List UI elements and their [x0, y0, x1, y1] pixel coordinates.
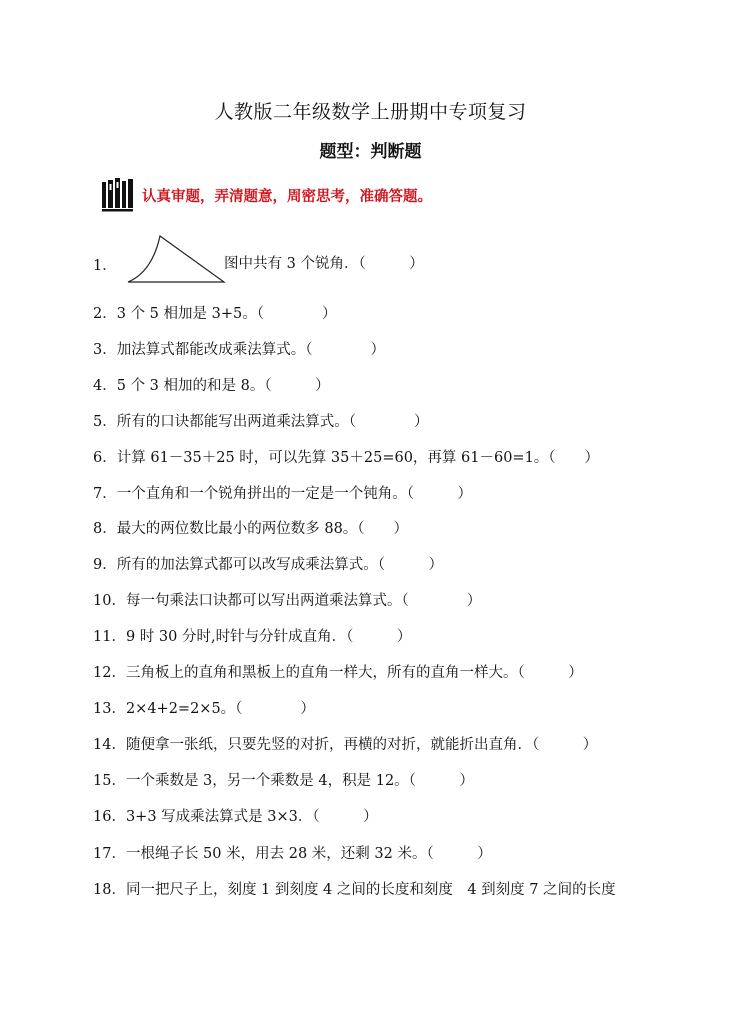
question-1-text: 图中共有 3 个锐角．（ ） [224, 256, 424, 272]
question-16: 16．3+3 写成乘法算式是 3×3．（ ） [93, 809, 378, 825]
angle-figure [126, 234, 226, 286]
question-9: 9．所有的加法算式都可以改写成乘法算式。（ ） [93, 557, 443, 573]
question-17: 17．一根绳子长 50 米，用去 28 米，还剩 32 米。（ ） [93, 846, 492, 862]
page-title: 人教版二年级数学上册期中专项复习 [214, 101, 527, 123]
question-8: 8．最大的两位数比最小的两位数多 88。（ ） [93, 521, 409, 537]
banner-text: 认真审题，弄清题意，周密思考，准确答题。 [142, 188, 432, 205]
question-7: 7．一个直角和一个锐角拼出的一定是一个钝角。（ ） [93, 486, 472, 502]
question-13: 13．2×4+2=2×5。（ ） [93, 701, 315, 717]
question-12: 12．三角板上的直角和黑板上的直角一样大，所有的直角一样大。（ ） [93, 665, 583, 681]
question-3: 3．加法算式都能改成乘法算式。（ ） [93, 342, 385, 358]
books-icon [102, 178, 134, 212]
question-10: 10．每一句乘法口诀都可以写出两道乘法算式。（ ） [93, 593, 482, 609]
instruction-banner [102, 178, 432, 212]
page-subtitle: 题型：判断题 [319, 142, 422, 162]
question-15: 15．一个乘数是 3，另一个乘数是 4，积是 12。（ ） [93, 773, 474, 789]
question-5: 5．所有的口诀都能写出两道乘法算式。（ ） [93, 414, 429, 430]
question-4: 4．5 个 3 相加的和是 8。（ ） [93, 378, 330, 394]
question-1-number: 1． [93, 258, 117, 274]
question-6: 6．计算 61－35＋25 时，可以先算 35＋25=60，再算 61－60=1。（ ） [93, 450, 600, 466]
question-14: 14．随便拿一张纸，只要先竖的对折，再横的对折，就能折出直角．（ ） [93, 737, 598, 753]
question-18: 18．同一把尺子上，刻度 1 到刻度 4 之间的长度和刻度 4 到刻度 7 之间的长度 [93, 882, 616, 898]
question-11: 11．9 时 30 分时,时针与分针成直角．（ ） [93, 629, 412, 645]
question-2: 2．3 个 5 相加是 3+5。（ ） [93, 306, 337, 322]
